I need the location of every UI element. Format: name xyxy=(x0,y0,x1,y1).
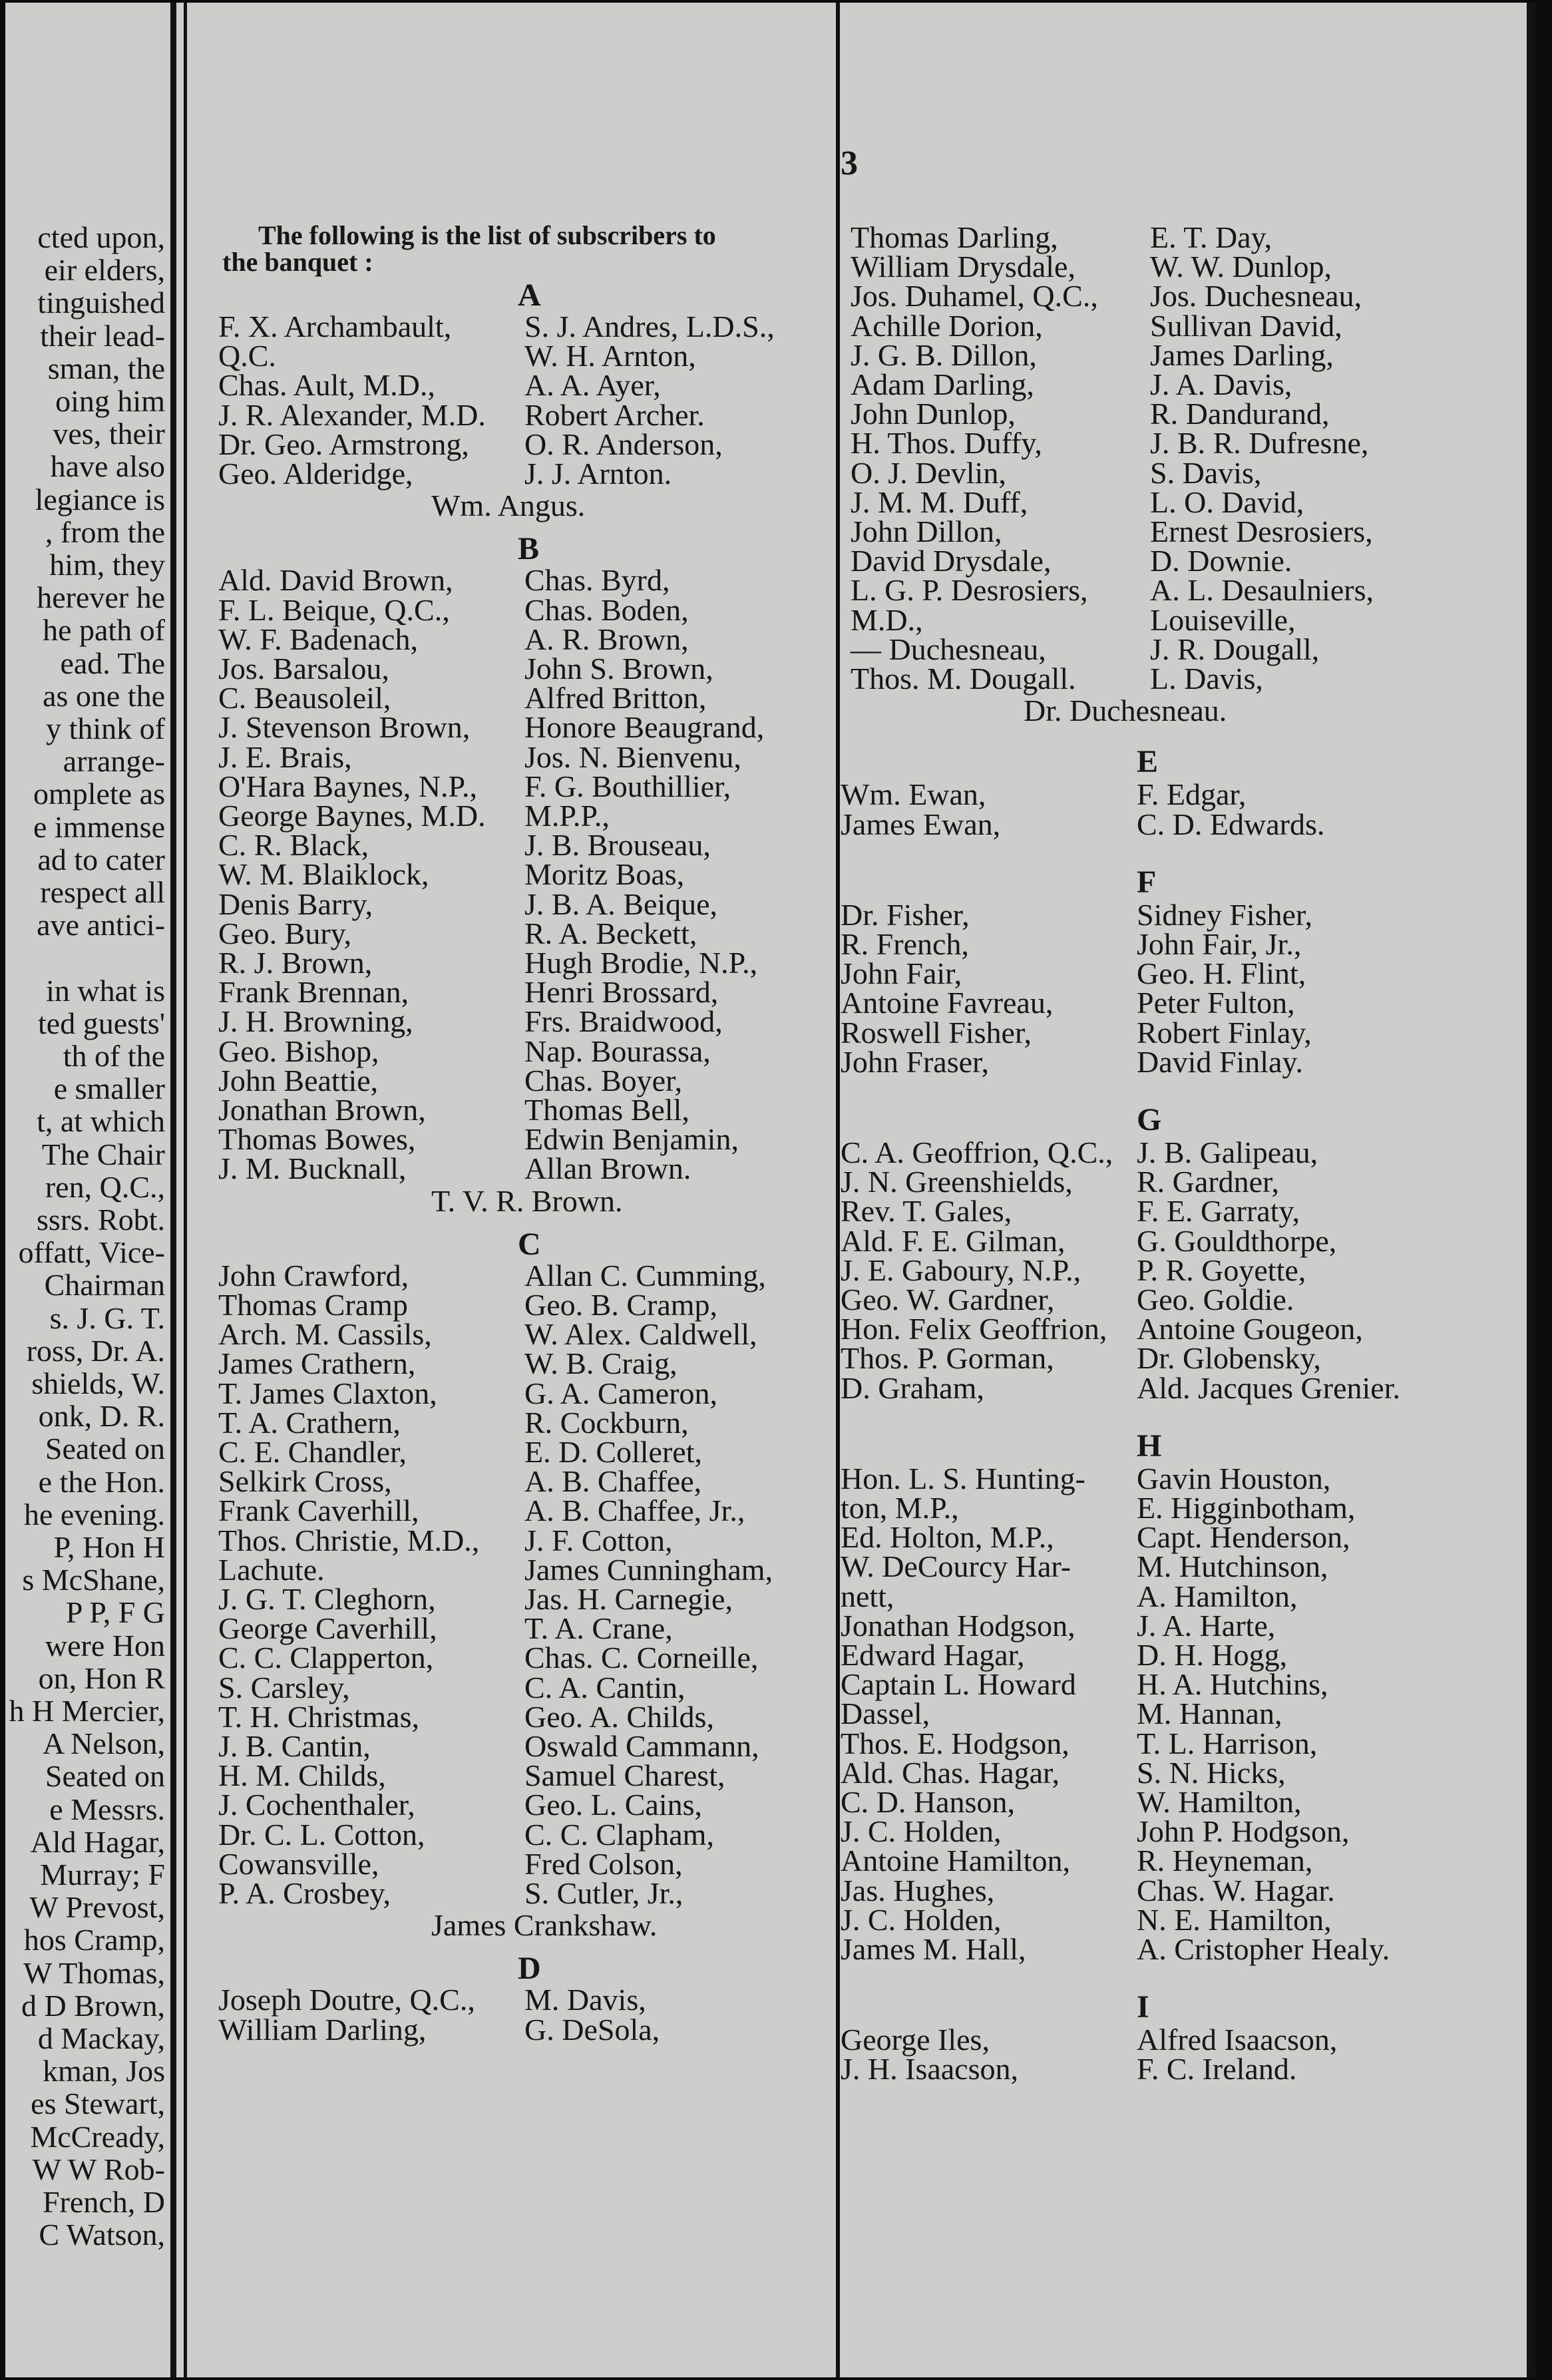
subscriber-name: R. Gardner, xyxy=(1137,1165,1280,1199)
subscriber-name: Samuel Charest, xyxy=(524,1758,725,1793)
column-rule-left-thick xyxy=(170,3,176,2377)
clipped-text: shields, W. xyxy=(31,1366,165,1400)
clipped-text: ted guests' xyxy=(38,1006,165,1040)
subscriber-name: John Beattie, xyxy=(218,1063,379,1097)
subscriber-name: James Crathern, xyxy=(218,1346,416,1381)
subscriber-name: E. T. Day, xyxy=(1150,220,1272,254)
subscriber-name: Allan C. Cumming, xyxy=(524,1258,766,1292)
subscriber-name: James Cunningham, xyxy=(524,1552,773,1587)
clipped-text: sman, the xyxy=(47,351,165,385)
subscriber-name: F. Edgar, xyxy=(1137,777,1247,812)
subscriber-name: F. L. Beique, Q.C., xyxy=(218,592,450,627)
subscriber-name: T. L. Harrison, xyxy=(1137,1726,1318,1760)
clipped-text: P P, F G xyxy=(65,1595,165,1630)
subscriber-name: Moritz Boas, xyxy=(524,857,685,892)
subscriber-name: Oswald Cammann, xyxy=(524,1729,759,1763)
subscriber-name: O'Hara Baynes, N.P., xyxy=(218,769,478,803)
subscriber-name: Jas. Hughes, xyxy=(841,1873,995,1907)
clipped-text: he evening. xyxy=(23,1497,165,1531)
subscriber-name: H. A. Hutchins, xyxy=(1137,1667,1328,1702)
subscriber-name: Robert Finlay, xyxy=(1137,1015,1312,1050)
subscriber-name: Louiseville, xyxy=(1150,602,1296,637)
subscriber-name: W. F. Badenach, xyxy=(218,622,418,656)
clipped-text: d D Brown, xyxy=(21,1988,165,2023)
clipped-text: P, Hon H xyxy=(53,1530,165,1564)
subscriber-name: J. Stevenson Brown, xyxy=(218,710,471,745)
column-rule-center xyxy=(836,3,840,2377)
subscriber-name: Adam Darling, xyxy=(851,367,1034,401)
subscriber-name: Geo. W. Gardner, xyxy=(841,1283,1055,1316)
newspaper-page xyxy=(5,3,1536,2377)
clipped-text: Murray; F xyxy=(40,1858,165,1891)
subscriber-name: Chas. Byrd, xyxy=(524,563,670,598)
subscriber-name: Alfred Britton, xyxy=(524,681,707,715)
subscriber-name: Geo. H. Flint, xyxy=(1137,956,1306,991)
section-letter: A xyxy=(518,278,541,313)
clipped-text: herever he xyxy=(37,580,165,615)
subscriber-name: Alfred Isaacson, xyxy=(1137,2023,1338,2057)
subscriber-name: W. M. Blaiklock, xyxy=(218,857,429,892)
subscriber-name: Frs. Braidwood, xyxy=(524,1004,723,1039)
subscriber-name: H. M. Childs, xyxy=(218,1758,386,1793)
subscriber-name: James M. Hall, xyxy=(841,1932,1026,1966)
page-edge-right xyxy=(1527,3,1536,2377)
subscriber-name: Thos. M. Dougall. xyxy=(851,662,1076,695)
clipped-text: were Hon xyxy=(45,1628,165,1663)
clipped-text: ves, their xyxy=(53,417,165,451)
subscriber-name: M. Davis, xyxy=(524,1983,646,2017)
subscriber-name: George Iles, xyxy=(841,2023,990,2057)
subscriber-name: Jonathan Brown, xyxy=(218,1093,426,1127)
subscriber-name: Arch. M. Cassils, xyxy=(218,1317,432,1352)
subscriber-name: W. B. Craig, xyxy=(524,1346,678,1381)
subscriber-name: David Drysdale, xyxy=(851,544,1052,578)
subscriber-name: Chas. W. Hagar. xyxy=(1137,1873,1335,1907)
subscriber-name: T. A. Crane, xyxy=(524,1611,673,1646)
subscriber-name: Achille Dorion, xyxy=(851,308,1043,343)
subscriber-name: Jos. Barsalou, xyxy=(218,652,389,686)
subscriber-name: C. C. Clapham, xyxy=(524,1817,714,1852)
subscriber-name: George Baynes, M.D. xyxy=(218,799,486,833)
subscriber-name: J. B. Brouseau, xyxy=(524,828,711,863)
subscriber-name: R. J. Brown, xyxy=(218,946,373,980)
subscriber-name: David Finlay. xyxy=(1137,1044,1303,1079)
subscriber-name: Hon. L. S. Hunting- xyxy=(841,1461,1085,1495)
subscriber-name: J. Cochenthaler, xyxy=(218,1788,415,1822)
subscriber-name: William Darling, xyxy=(218,2012,427,2047)
clipped-text: omplete as xyxy=(33,777,165,811)
subscriber-name: D. Downie. xyxy=(1150,544,1292,578)
subscriber-name: Jos. Duchesneau, xyxy=(1150,279,1362,313)
subscriber-name: Geo. Goldie. xyxy=(1137,1283,1294,1316)
clipped-text: McCready, xyxy=(30,2119,165,2154)
section-letter: E xyxy=(1137,744,1159,780)
clipped-text: A Nelson, xyxy=(43,1726,165,1761)
section-letter: I xyxy=(1137,1989,1149,2025)
subscriber-name: T. A. Crathern, xyxy=(218,1405,401,1440)
subscriber-name: J. B. A. Beique, xyxy=(524,887,718,921)
section-tail-name: Wm. Angus. xyxy=(431,489,586,523)
subscriber-name: John Dunlop, xyxy=(851,397,1016,431)
subscriber-name: W. Alex. Caldwell, xyxy=(524,1317,757,1352)
subscriber-name: G. A. Cameron, xyxy=(524,1376,718,1410)
subscriber-name: O. R. Anderson, xyxy=(524,427,723,461)
subscriber-name: John Fair, Jr., xyxy=(1137,927,1302,961)
clipped-text: in what is xyxy=(46,973,165,1008)
clipped-text: ead. The xyxy=(60,646,165,680)
subscriber-name: Geo. Bishop, xyxy=(218,1034,379,1068)
subscriber-name: R. French, xyxy=(841,927,969,961)
subscriber-name: A. R. Brown, xyxy=(524,622,689,656)
subscriber-name: Frank Brennan, xyxy=(218,975,409,1010)
subscriber-name: M. Hannan, xyxy=(1137,1696,1282,1731)
clipped-left-column xyxy=(5,3,168,2377)
subscriber-name: nett, xyxy=(841,1579,894,1613)
subscriber-name: Antoine Hamilton, xyxy=(841,1844,1070,1878)
subscriber-name: James Darling, xyxy=(1150,337,1334,372)
subscriber-name: P. R. Goyette, xyxy=(1137,1253,1306,1287)
subscriber-name: J. B. Cantin, xyxy=(218,1729,371,1763)
subscriber-name: John S. Brown, xyxy=(524,652,713,686)
clipped-text: ave antici- xyxy=(37,908,165,942)
clipped-text: t, at which xyxy=(37,1104,165,1139)
subscriber-name: J. C. Holden, xyxy=(841,1902,1002,1937)
subscriber-name: Honore Beaugrand, xyxy=(524,710,765,745)
subscriber-name: S. N. Hicks, xyxy=(1137,1755,1286,1790)
clipped-text: , from the xyxy=(45,514,165,549)
clipped-text: Chairman xyxy=(44,1268,165,1302)
subscriber-name: Dassel, xyxy=(841,1696,930,1731)
clipped-text: ross, Dr. A. xyxy=(26,1333,165,1368)
section-tail-name: Dr. Duchesneau. xyxy=(1024,694,1227,728)
subscriber-name: Dr. Geo. Armstrong, xyxy=(218,427,469,461)
subscriber-name: A. L. Desaulniers, xyxy=(1150,573,1374,608)
list-intro-line: the banquet : xyxy=(222,247,373,277)
subscriber-name: Robert Archer. xyxy=(524,397,705,432)
clipped-text: on, Hon R xyxy=(38,1661,165,1695)
clipped-text: W Thomas, xyxy=(23,1955,165,1990)
subscriber-name: R. Dandurand, xyxy=(1150,397,1330,431)
subscriber-name: C. E. Chandler, xyxy=(218,1435,407,1469)
subscriber-name: C. A. Cantin, xyxy=(524,1670,685,1704)
subscriber-name: Thos. Christie, M.D., xyxy=(218,1523,480,1557)
subscriber-name: J. N. Greenshields, xyxy=(841,1165,1073,1199)
section-letter: G xyxy=(1137,1102,1162,1137)
subscriber-name: Chas. Ault, M.D., xyxy=(218,368,435,403)
clipped-text: offatt, Vice- xyxy=(18,1235,165,1270)
subscriber-name: John Fraser, xyxy=(841,1044,990,1079)
clipped-text: French, D xyxy=(43,2185,165,2219)
subscriber-name: Capt. Henderson, xyxy=(1137,1520,1350,1555)
subscriber-name: George Caverhill, xyxy=(218,1611,437,1646)
clipped-text: ad to cater xyxy=(37,842,165,877)
column-rule-left-thin xyxy=(184,3,187,2377)
subscriber-name: Antoine Favreau, xyxy=(841,986,1054,1020)
subscriber-name: Thomas Bell, xyxy=(524,1093,689,1127)
subscriber-name: Denis Barry, xyxy=(218,887,373,921)
page-number: 3 xyxy=(841,144,858,182)
subscriber-name: H. Thos. Duffy, xyxy=(851,426,1042,461)
section-tail-name: T. V. R. Brown. xyxy=(431,1183,623,1218)
subscriber-name: E. D. Colleret, xyxy=(524,1435,702,1469)
subscriber-name: Edwin Benjamin, xyxy=(524,1122,739,1157)
clipped-text: W W Rob- xyxy=(32,2152,165,2186)
subscriber-name: Hon. Felix Geoffrion, xyxy=(841,1312,1107,1346)
clipped-text: d Mackay, xyxy=(37,2021,165,2055)
subscriber-name: C. D. Edwards. xyxy=(1137,807,1325,841)
subscriber-name: T. H. Christmas, xyxy=(218,1699,419,1734)
clipped-text: e the Hon. xyxy=(38,1464,165,1499)
subscriber-name: J. H. Isaacson, xyxy=(841,2052,1018,2086)
subscriber-name: G. DeSola, xyxy=(524,2012,660,2047)
subscriber-name: John Fair, xyxy=(841,956,962,991)
clipped-text: eir elders, xyxy=(44,253,165,288)
subscriber-name: Chas. Boyer, xyxy=(524,1063,683,1097)
subscriber-name: J. B. Galipeau, xyxy=(1137,1135,1318,1169)
subscriber-name: W. W. Dunlop, xyxy=(1150,250,1332,284)
clipped-text: respect all xyxy=(40,875,165,909)
clipped-text: e Messrs. xyxy=(49,1792,165,1826)
subscriber-name: Fred Colson, xyxy=(524,1846,683,1881)
subscriber-name: Chas. C. Corneille, xyxy=(524,1641,759,1675)
subscriber-name: Q.C. xyxy=(218,339,276,373)
section-letter: B xyxy=(518,531,540,567)
section-letter: C xyxy=(518,1226,541,1262)
subscriber-name: S. Carsley, xyxy=(218,1670,350,1704)
subscriber-name: Dr. Globensky, xyxy=(1137,1341,1321,1376)
clipped-text: C Watson, xyxy=(39,2218,165,2252)
subscriber-name: E. Higginbotham, xyxy=(1137,1491,1356,1525)
subscriber-name: A. B. Chaffee, Jr., xyxy=(524,1493,745,1528)
subscriber-name: Antoine Gougeon, xyxy=(1137,1312,1363,1346)
list-intro-line: The following is the list of subscribers to xyxy=(258,220,716,250)
clipped-text: tinguished xyxy=(37,286,165,320)
subscriber-name: Geo. L. Cains, xyxy=(524,1788,703,1822)
subscriber-name: A. B. Chaffee, xyxy=(524,1464,702,1499)
subscriber-name: Gavin Houston, xyxy=(1137,1461,1331,1495)
subscriber-name: Jas. H. Carnegie, xyxy=(524,1582,733,1616)
clipped-text: ren, Q.C., xyxy=(45,1169,165,1204)
subscriber-name: Sullivan David, xyxy=(1150,308,1342,343)
subscriber-name: G. Gouldthorpe, xyxy=(1137,1223,1337,1258)
subscriber-name: John Dillon, xyxy=(851,514,1002,548)
subscriber-name: R. Cockburn, xyxy=(524,1405,689,1440)
subscriber-name: Thomas Bowes, xyxy=(218,1122,416,1157)
subscriber-name: Peter Fulton, xyxy=(1137,986,1295,1020)
clipped-text: their lead- xyxy=(40,318,165,353)
subscriber-name: J. E. Brais, xyxy=(218,739,352,774)
clipped-text: kman, Jos xyxy=(43,2054,165,2088)
subscriber-name: F. G. Bouthillier, xyxy=(524,769,731,803)
subscriber-name: Geo. Bury, xyxy=(218,916,352,950)
clipped-text: Seated on xyxy=(45,1759,165,1794)
clipped-text: Seated on xyxy=(45,1432,165,1466)
subscriber-name: W. Hamilton, xyxy=(1137,1785,1302,1819)
subscriber-name: J. C. Holden, xyxy=(841,1814,1002,1849)
section-letter: D xyxy=(518,1951,541,1987)
subscriber-name: Jos. N. Bienvenu, xyxy=(524,739,741,774)
subscriber-name: Lachute. xyxy=(218,1552,325,1587)
subscriber-name: N. E. Hamilton, xyxy=(1137,1902,1332,1937)
subscriber-name: Jonathan Hodgson, xyxy=(841,1608,1075,1643)
subscriber-name: Hugh Brodie, N.P., xyxy=(524,946,758,980)
subscriber-name: Cowansville, xyxy=(218,1846,379,1881)
clipped-text: e smaller xyxy=(53,1072,165,1106)
clipped-text: ssrs. Robt. xyxy=(37,1203,165,1237)
subscriber-name: Dr. Fisher, xyxy=(841,897,970,932)
subscriber-name: C. Beausoleil, xyxy=(218,681,391,715)
subscriber-name: F. C. Ireland. xyxy=(1137,2052,1297,2086)
clipped-text: h H Mercier, xyxy=(9,1694,165,1728)
subscriber-name: Thos. P. Gorman, xyxy=(841,1341,1054,1376)
subscriber-name: L. O. David, xyxy=(1150,485,1304,519)
clipped-text: have also xyxy=(50,449,165,484)
subscriber-name: R. Heyneman, xyxy=(1137,1844,1313,1878)
clipped-text: th of the xyxy=(63,1039,165,1073)
subscriber-name: A. A. Ayer, xyxy=(524,368,661,403)
subscriber-name: P. A. Crosbey, xyxy=(218,1876,391,1910)
subscriber-name: J. E. Gaboury, N.P., xyxy=(841,1253,1081,1287)
subscriber-name: Rev. T. Gales, xyxy=(841,1194,1012,1229)
subscriber-name: Ald. David Brown, xyxy=(218,563,453,598)
section-letter: F xyxy=(1137,864,1157,900)
subscriber-name: Nap. Bourassa, xyxy=(524,1034,711,1068)
subscriber-name: James Ewan, xyxy=(841,807,1001,841)
subscriber-name: J. F. Cotton, xyxy=(524,1523,673,1557)
subscriber-name: Edward Hagar, xyxy=(841,1638,1025,1672)
subscriber-name: J. H. Browning, xyxy=(218,1004,413,1039)
subscriber-name: Captain L. Howard xyxy=(841,1667,1076,1702)
clipped-text: cted upon, xyxy=(37,220,165,254)
subscriber-name: — Duchesneau, xyxy=(851,632,1046,666)
subscriber-name: Henri Brossard, xyxy=(524,975,719,1010)
subscriber-name: Dr. C. L. Cotton, xyxy=(218,1817,425,1852)
subscriber-name: W. DeCourcy Har- xyxy=(841,1549,1071,1584)
subscriber-name: Geo. B. Cramp, xyxy=(524,1288,718,1322)
subscriber-name: J. R. Dougall, xyxy=(1150,632,1320,666)
subscriber-name: D. H. Hogg, xyxy=(1137,1638,1288,1672)
clipped-text: as one the xyxy=(43,678,165,713)
subscriber-name: A. Cristopher Healy. xyxy=(1137,1932,1390,1966)
subscriber-name: J. B. R. Dufresne, xyxy=(1150,426,1369,461)
subscriber-name: L. Davis, xyxy=(1150,662,1263,695)
clipped-text: The Chair xyxy=(41,1137,165,1171)
subscriber-name: Wm. Ewan, xyxy=(841,777,986,812)
subscriber-name: F. X. Archambault, xyxy=(218,309,452,343)
clipped-text: arrange- xyxy=(63,744,165,779)
subscriber-name: Ald. Chas. Hagar, xyxy=(841,1755,1060,1790)
subscriber-name: M. Hutchinson, xyxy=(1137,1549,1328,1584)
subscriber-name: C. A. Geoffrion, Q.C., xyxy=(841,1135,1113,1169)
subscriber-name: Jos. Duhamel, Q.C., xyxy=(851,279,1098,313)
subscriber-name: Ald. Jacques Grenier. xyxy=(1137,1370,1400,1405)
subscriber-name: Thomas Cramp xyxy=(218,1288,408,1322)
subscriber-name: J. G. B. Dillon, xyxy=(851,337,1037,372)
subscriber-name: John P. Hodgson, xyxy=(1137,1814,1350,1849)
subscriber-name: Ald. F. E. Gilman, xyxy=(841,1223,1066,1258)
subscriber-name: A. Hamilton, xyxy=(1137,1579,1298,1613)
subscriber-name: C. D. Hanson, xyxy=(841,1785,1015,1819)
subscriber-name: Frank Caverhill, xyxy=(218,1493,419,1528)
clipped-text: legiance is xyxy=(35,482,165,516)
subscriber-name: J. M. Bucknall, xyxy=(218,1151,407,1186)
subscriber-name: M.D., xyxy=(851,602,923,637)
subscriber-name: Thomas Darling, xyxy=(851,220,1058,254)
subscriber-name: F. E. Garraty, xyxy=(1137,1194,1300,1229)
clipped-text: e immense xyxy=(33,809,165,844)
clipped-text: Ald Hagar, xyxy=(30,1824,165,1859)
clipped-text: onk, D. R. xyxy=(38,1399,165,1434)
clipped-text: oing him xyxy=(55,384,165,418)
subscriber-name: J. A. Davis, xyxy=(1150,367,1292,401)
subscriber-name: Ernest Desrosiers, xyxy=(1150,514,1373,548)
subscriber-name: S. J. Andres, L.D.S., xyxy=(524,309,775,343)
subscriber-name: Thos. E. Hodgson, xyxy=(841,1726,1069,1760)
subscriber-name: Geo. Alderidge, xyxy=(218,457,413,491)
subscriber-name: W. H. Arnton, xyxy=(524,339,696,373)
subscriber-name: Chas. Boden, xyxy=(524,592,689,627)
subscriber-name: J. G. T. Cleghorn, xyxy=(218,1582,436,1616)
clipped-text: him, they xyxy=(49,548,165,582)
subscriber-name: Allan Brown. xyxy=(524,1151,691,1186)
subscriber-name: S. Cutler, Jr., xyxy=(524,1876,683,1910)
subscriber-name: Ed. Holton, M.P., xyxy=(841,1520,1054,1555)
subscriber-name: J. J. Arnton. xyxy=(524,457,672,491)
subscriber-name: John Crawford, xyxy=(218,1258,409,1292)
clipped-text: s McShane, xyxy=(22,1563,165,1597)
section-tail-name: James Crankshaw. xyxy=(431,1908,658,1943)
subscriber-name: Geo. A. Childs, xyxy=(524,1699,714,1734)
subscriber-name: D. Graham, xyxy=(841,1370,984,1405)
subscriber-name: Joseph Doutre, Q.C., xyxy=(218,1983,475,2017)
subscriber-name: J. R. Alexander, M.D. xyxy=(218,397,486,432)
subscriber-name: J. M. M. Duff, xyxy=(851,485,1028,519)
subscriber-name: O. J. Devlin, xyxy=(851,455,1006,490)
subscriber-name: Sidney Fisher, xyxy=(1137,897,1312,932)
clipped-text: hos Cramp, xyxy=(23,1923,165,1957)
subscriber-name: C. C. Clapperton, xyxy=(218,1641,434,1675)
subscriber-name: M.P.P., xyxy=(524,799,610,833)
clipped-text: he path of xyxy=(43,613,165,648)
subscriber-name: L. G. P. Desrosiers, xyxy=(851,573,1088,608)
subscriber-name: C. R. Black, xyxy=(218,828,369,863)
clipped-text: y think of xyxy=(46,711,165,745)
clipped-text: es Stewart, xyxy=(31,2086,165,2121)
subscriber-name: William Drysdale, xyxy=(851,250,1075,284)
subscriber-name: T. James Claxton, xyxy=(218,1376,437,1410)
section-letter: H xyxy=(1137,1428,1162,1464)
subscriber-name: ton, M.P., xyxy=(841,1491,959,1525)
subscriber-name: R. A. Beckett, xyxy=(524,916,697,950)
subscriber-name: Roswell Fisher, xyxy=(841,1015,1032,1050)
subscriber-name: J. A. Harte, xyxy=(1137,1608,1276,1643)
subscriber-name: S. Davis, xyxy=(1150,455,1262,490)
clipped-text: W Prevost, xyxy=(29,1890,165,1925)
clipped-text: s. J. G. T. xyxy=(49,1300,165,1335)
subscriber-name: Selkirk Cross, xyxy=(218,1464,392,1499)
